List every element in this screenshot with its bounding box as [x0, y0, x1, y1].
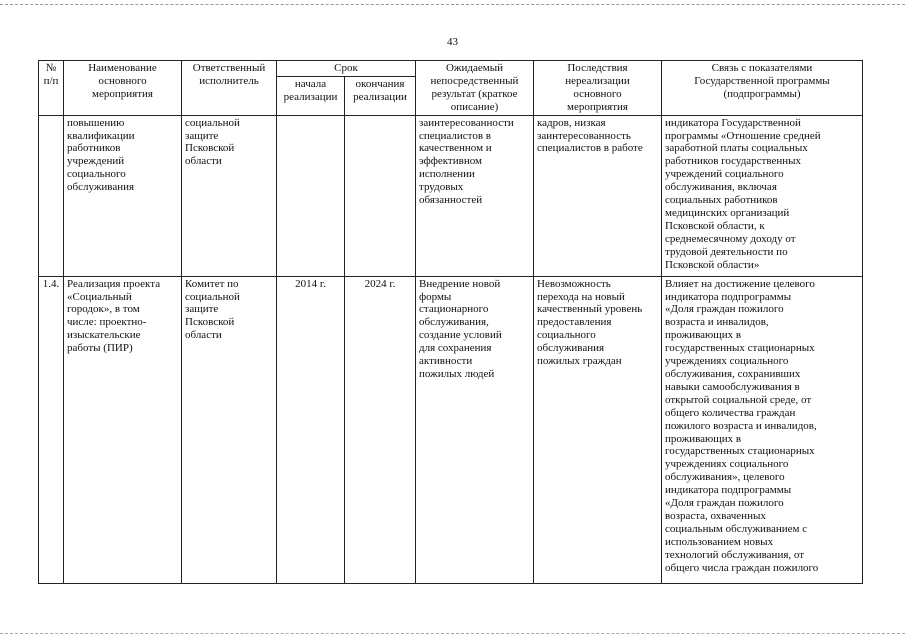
cell-name: повышению квалификации работников учреждений социального обслуживания	[64, 115, 182, 276]
header-expected: Ожидаемый непосредственный результат (краткое описание)	[416, 61, 534, 116]
cell-num: 1.4.	[39, 276, 64, 583]
header-num: № п/п	[39, 61, 64, 116]
cell-start: 2014 г.	[277, 276, 345, 583]
scan-edge-top	[0, 4, 905, 6]
cell-consequences: Невозможность перехода на новый качественный уровень предоставления социального обслуживания пожилых граждан	[534, 276, 662, 583]
header-name: Наименование основного мероприятия	[64, 61, 182, 116]
header-term: Срок	[277, 61, 416, 77]
cell-start	[277, 115, 345, 276]
cell-expected: заинтересованности специалистов в качественном и эффективном исполнении трудовых обязанностей	[416, 115, 534, 276]
cell-end: 2024 г.	[345, 276, 416, 583]
table-row	[39, 276, 863, 583]
cell-link: индикатора Государственной программы «Отношение средней заработной платы социальных работников государственных учреждений социального обслуживания, включая социальных работников медицинских организаций Псковской области, к среднемесячному доходу от трудовой деятельности по Псковской области»	[662, 115, 863, 276]
header-link: Связь с показателями Государственной программы (подпрограммы)	[662, 61, 863, 116]
cell-num	[39, 115, 64, 276]
scan-edge-bottom	[0, 633, 905, 635]
cell-consequences: кадров, низкая заинтересованность специалистов в работе	[534, 115, 662, 276]
cell-expected: Внедрение новой формы стационарного обслуживания, создание условий для сохранения активности пожилых людей	[416, 276, 534, 583]
activities-table	[38, 60, 863, 584]
header-consequences: Последствия нереализации основного мероприятия	[534, 61, 662, 116]
page-number: 43	[447, 36, 458, 48]
cell-responsible: социальной защите Псковской области	[182, 115, 277, 276]
cell-name: Реализация проекта «Социальный городок», в том числе: проектно- изыскательские работы (ПИР)	[64, 276, 182, 583]
header-responsible: Ответственный исполнитель	[182, 61, 277, 116]
header-term-start: начала реализации	[277, 76, 345, 115]
table-header-row	[39, 61, 863, 77]
header-term-end: окончания реализации	[345, 76, 416, 115]
table-row	[39, 115, 863, 276]
cell-link: Влияет на достижение целевого индикатора подпрограммы «Доля граждан пожилого возраста и инвалидов, проживающих в государственных стационарных учреждениях социального обслуживания, сохранивших навыки самообслуживания в открытой социальной среде, от общего количества граждан пожилого возраста и инвалидов, проживающих в государственных стационарных учреждениях социального обслуживания», целевого индикатора подпрограммы «Доля граждан пожилого возраста, охваченных социальным обслуживанием с использованием новых технологий обслуживания, от общего числа граждан пожилого	[662, 276, 863, 583]
cell-responsible: Комитет по социальной защите Псковской области	[182, 276, 277, 583]
cell-end	[345, 115, 416, 276]
